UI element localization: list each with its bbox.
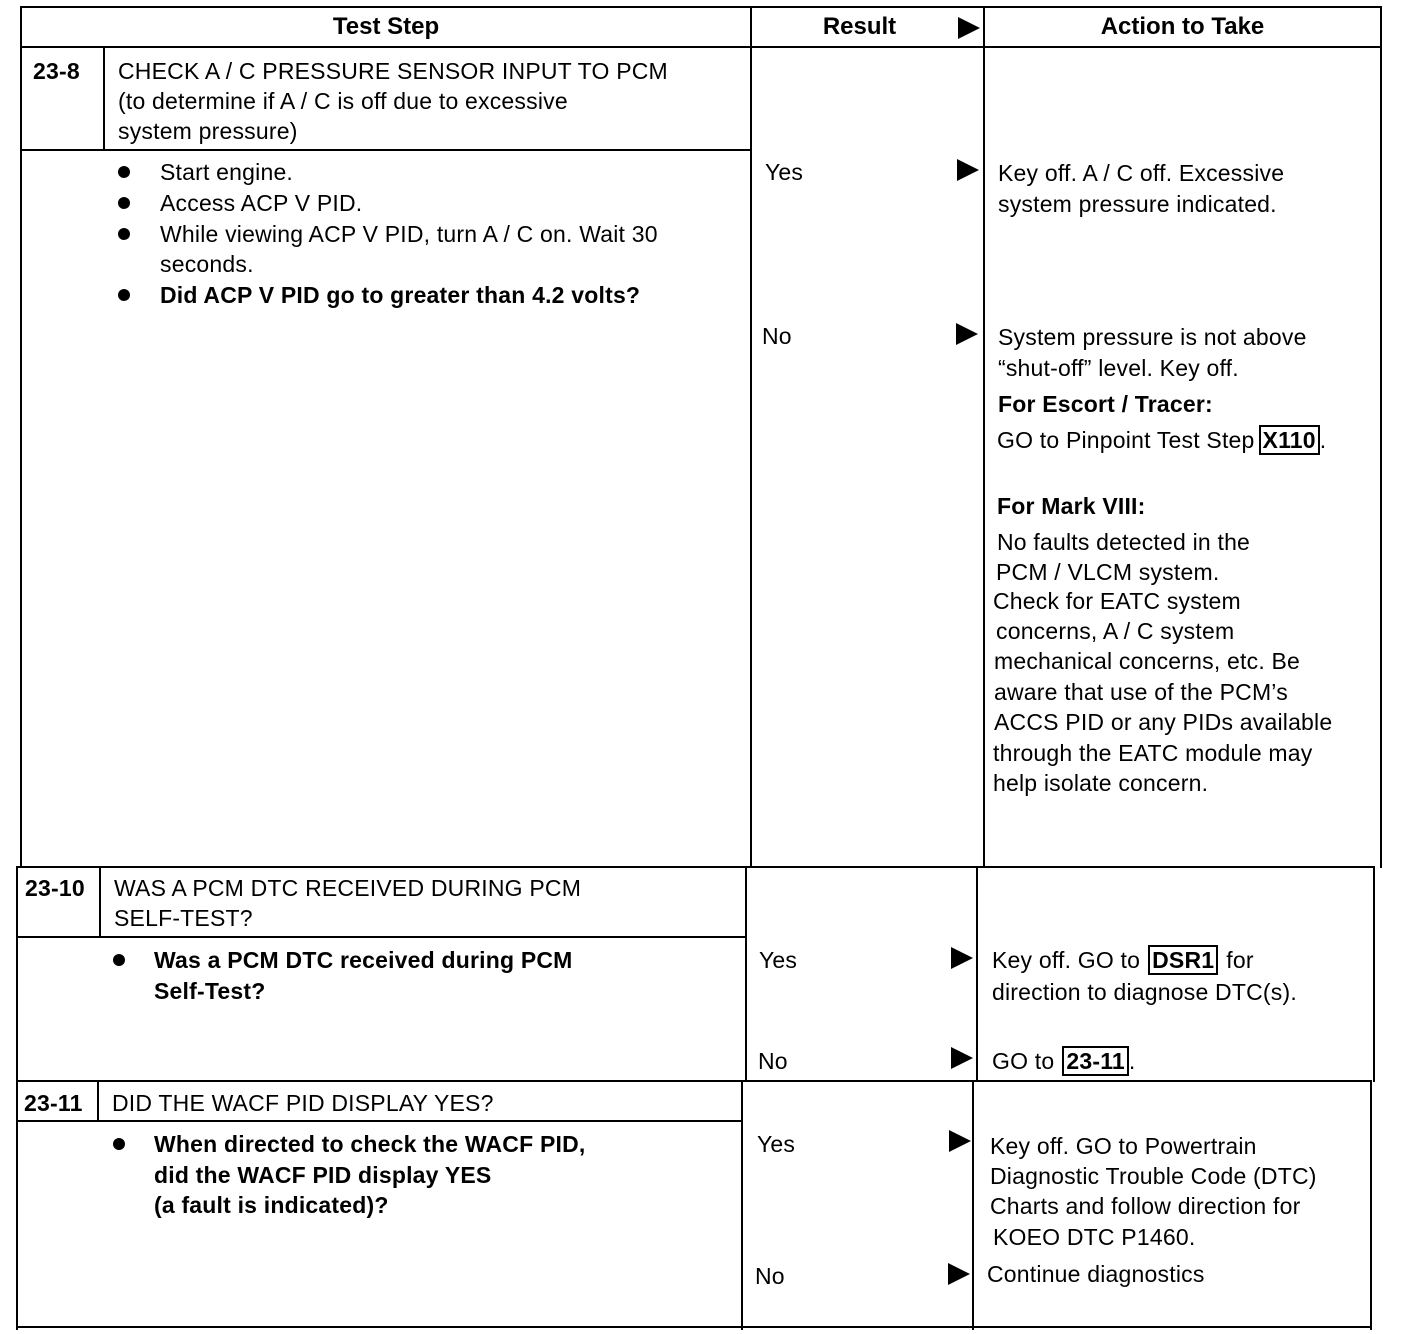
result-arrow-icon <box>951 947 973 969</box>
step-23-11-yes-action-line-2: Diagnostic Trouble Code (DTC) <box>990 1163 1317 1189</box>
step-23-8-no-label: No <box>762 323 792 349</box>
step-23-10-title-line-2: SELF-TEST? <box>114 905 253 931</box>
table-top-border <box>20 6 1382 8</box>
step-23-10-yes-action-line-1 <box>992 945 1254 975</box>
step-23-10-bullet-line-1: Was a PCM DTC received during PCM <box>154 947 573 973</box>
action-column-divider-lower <box>972 1081 974 1330</box>
action-column-divider-upper <box>983 6 985 866</box>
bullet-icon <box>113 954 125 966</box>
result-arrow-icon <box>951 1047 973 1069</box>
step-23-8-bullet-3-line-1: While viewing ACP V PID, turn A / C on. Wait 30 <box>160 221 658 247</box>
step-23-11-bullet-line-2: did the WACF PID display YES <box>154 1162 492 1188</box>
step-23-10-title-bottom <box>16 936 747 938</box>
no-action-period: . <box>1128 1048 1136 1074</box>
header-bottom-border <box>20 46 1382 48</box>
header-action-to-take: Action to Take <box>1100 13 1265 40</box>
step-23-11-yes-action-line-4: KOEO DTC P1460. <box>993 1224 1196 1250</box>
step-23-11-link[interactable]: 23-11 <box>1062 1046 1129 1076</box>
step-23-10-number-divider <box>99 866 101 938</box>
step-23-11-title: DID THE WACF PID DISPLAY YES? <box>112 1090 494 1116</box>
step-23-11-number-divider <box>97 1080 99 1122</box>
header-test-step: Test Step <box>332 13 440 40</box>
yes-action-for-text: for <box>1226 947 1254 973</box>
header-arrow-icon <box>958 17 980 39</box>
step-23-8-title-line-1: CHECK A / C PRESSURE SENSOR INPUT TO PCM <box>118 58 668 84</box>
step-23-8-no-action-line-2: “shut-off” level. Key off. <box>998 355 1239 381</box>
table-right-border-mid <box>1373 866 1375 1082</box>
step-23-8-no-action-line-1: System pressure is not above <box>998 324 1307 350</box>
step-23-8-yes-action-line-2: system pressure indicated. <box>998 191 1277 217</box>
table-right-border-upper <box>1380 6 1382 868</box>
result-arrow-icon <box>949 1130 971 1152</box>
step-23-8-title-line-3: system pressure) <box>118 118 298 144</box>
step-23-8-yes-action-line-1: Key off. A / C off. Excessive <box>998 160 1285 186</box>
step-23-11-bullet-line-1: When directed to check the WACF PID, <box>154 1131 586 1157</box>
bullet-icon <box>118 166 130 178</box>
step-23-11-title-bottom <box>16 1120 743 1122</box>
step-23-8-bullet-4: Did ACP V PID go to greater than 4.2 volts? <box>160 282 641 308</box>
step-23-8-bullet-2: Access ACP V PID. <box>160 190 363 216</box>
step-23-10-no-action <box>992 1046 1136 1076</box>
step-23-8-number: 23-8 <box>33 58 80 84</box>
mark-viii-line-9: help isolate concern. <box>993 770 1209 796</box>
step-23-11-no-action: Continue diagnostics <box>987 1261 1205 1287</box>
step-23-10-no-label: No <box>758 1048 788 1074</box>
mark-viii-line-1: No faults detected in the <box>997 529 1251 555</box>
step-23-10-number: 23-10 <box>25 875 85 901</box>
result-column-divider-mid <box>745 866 747 1082</box>
header-result: Result <box>822 13 897 40</box>
mark-viii-heading: For Mark VIII: <box>997 493 1146 519</box>
step-23-11-top-border <box>16 1080 1372 1082</box>
bullet-icon <box>118 197 130 209</box>
step-23-10-yes-action-line-2: direction to diagnose DTC(s). <box>992 979 1297 1005</box>
dsr1-link[interactable]: DSR1 <box>1148 945 1218 975</box>
step-23-11-yes-label: Yes <box>757 1131 796 1157</box>
step-23-10-top-border <box>16 866 1375 868</box>
mark-viii-line-8: through the EATC module may <box>993 740 1313 766</box>
result-arrow-icon <box>956 323 978 345</box>
result-column-divider-lower <box>741 1081 743 1330</box>
yes-action-goto-text: Key off. GO to <box>992 947 1141 973</box>
step-23-10-yes-label: Yes <box>759 947 798 973</box>
step-23-11-no-label: No <box>755 1263 785 1289</box>
step-23-8-title-bottom <box>20 149 751 151</box>
escort-tracer-instruction <box>997 425 1326 455</box>
step-23-8-yes-label: Yes <box>765 159 804 185</box>
mark-viii-line-6: aware that use of the PCM’s <box>994 679 1288 705</box>
result-arrow-icon <box>948 1263 970 1285</box>
mark-viii-line-2: PCM / VLCM system. <box>996 559 1220 585</box>
action-column-divider-mid <box>976 866 978 1082</box>
escort-goto-text: GO to Pinpoint Test Step <box>997 427 1255 453</box>
bullet-icon <box>113 1138 125 1150</box>
step-23-8-bullet-1: Start engine. <box>160 159 294 185</box>
escort-tracer-heading: For Escort / Tracer: <box>998 391 1213 417</box>
step-23-8-number-divider <box>103 46 105 150</box>
step-23-10-title-line-1: WAS A PCM DTC RECEIVED DURING PCM <box>114 875 582 901</box>
mark-viii-line-3: Check for EATC system <box>993 588 1241 614</box>
step-23-11-yes-action-line-3: Charts and follow direction for <box>990 1193 1301 1219</box>
mark-viii-line-5: mechanical concerns, etc. Be <box>994 648 1301 674</box>
bullet-icon <box>118 228 130 240</box>
result-column-divider-upper <box>750 6 752 866</box>
pinpoint-test-x110-link[interactable]: X110 <box>1259 425 1320 455</box>
step-23-11-yes-action-line-1: Key off. GO to Powertrain <box>990 1133 1257 1159</box>
step-23-8-title-line-2: (to determine if A / C is off due to excessive <box>118 88 568 114</box>
step-23-11-bullet-line-3: (a fault is indicated)? <box>154 1192 389 1218</box>
table-right-border-lower <box>1370 1081 1372 1330</box>
result-arrow-icon <box>957 159 979 181</box>
bullet-icon <box>118 289 130 301</box>
table-left-border-upper <box>20 6 22 866</box>
escort-period: . <box>1319 427 1327 453</box>
no-action-goto-text: GO to <box>992 1048 1055 1074</box>
mark-viii-line-7: ACCS PID or any PIDs available <box>994 709 1333 735</box>
table-bottom-border <box>16 1326 1372 1328</box>
step-23-8-bullet-3-line-2: seconds. <box>160 251 254 277</box>
step-23-11-number: 23-11 <box>24 1090 83 1116</box>
mark-viii-line-4: concerns, A / C system <box>996 618 1235 644</box>
step-23-10-bullet-line-2: Self-Test? <box>154 978 266 1004</box>
